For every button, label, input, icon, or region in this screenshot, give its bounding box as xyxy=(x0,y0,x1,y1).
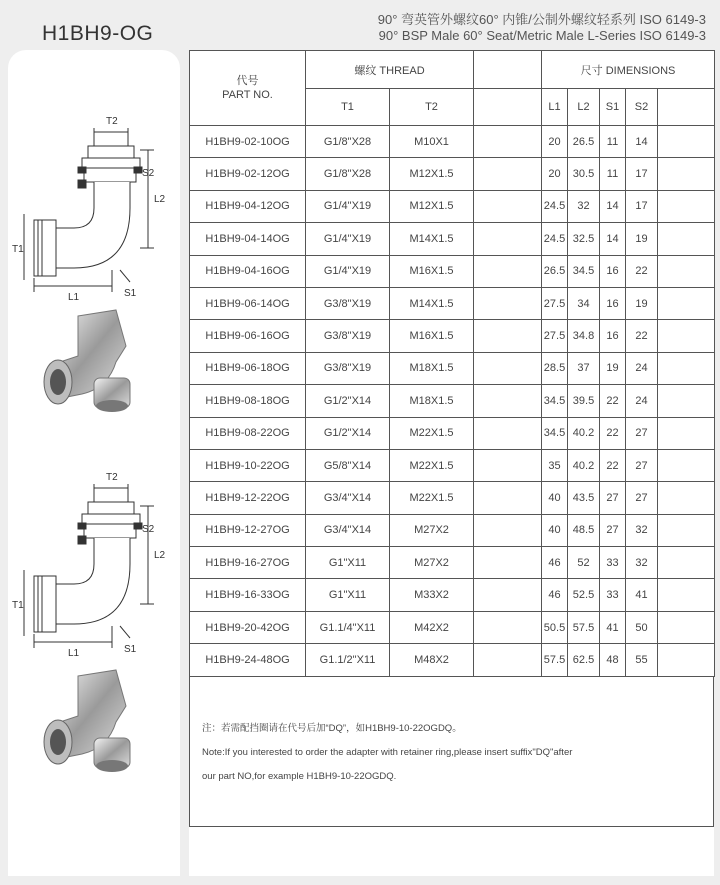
header-part-no-en: PART NO. xyxy=(222,89,273,101)
header-description xyxy=(378,12,706,44)
cell-t2: M18X1.5 xyxy=(390,385,474,417)
cell-blank xyxy=(658,223,715,255)
cell-s1: 22 xyxy=(600,385,626,417)
cell-t2: M27X2 xyxy=(390,514,474,546)
cell-t1: G3/8"X19 xyxy=(306,352,390,384)
cell-s2: 27 xyxy=(626,417,658,449)
cell-s2: 17 xyxy=(626,190,658,222)
cell-blank xyxy=(474,126,542,158)
cell-t1: G1/4"X19 xyxy=(306,255,390,287)
cell-t1: G1.1/2"X11 xyxy=(306,644,390,676)
cell-s2: 32 xyxy=(626,547,658,579)
cell-s1: 41 xyxy=(600,611,626,643)
table-row xyxy=(190,385,715,417)
cell-l2: 43.5 xyxy=(568,482,600,514)
cell-s2: 27 xyxy=(626,449,658,481)
table-row xyxy=(190,547,715,579)
cell-blank xyxy=(474,223,542,255)
technical-drawing-2 xyxy=(8,466,180,659)
cell-l1: 28.5 xyxy=(542,352,568,384)
cell-part-no: H1BH9-02-10OG xyxy=(190,126,306,158)
cell-s2: 14 xyxy=(626,126,658,158)
cell-blank xyxy=(658,579,715,611)
cell-blank xyxy=(658,644,715,676)
cell-l2: 39.5 xyxy=(568,385,600,417)
table-row xyxy=(190,223,715,255)
cell-part-no: H1BH9-12-27OG xyxy=(190,514,306,546)
dim-label-s1: S1 xyxy=(124,288,137,299)
cell-l2: 34 xyxy=(568,287,600,319)
cell-part-no: H1BH9-16-27OG xyxy=(190,547,306,579)
cell-t2: M14X1.5 xyxy=(390,287,474,319)
dim-label-s2: S2 xyxy=(142,168,155,179)
table-row xyxy=(190,482,715,514)
cell-blank xyxy=(658,287,715,319)
cell-l2: 52.5 xyxy=(568,579,600,611)
cell-l2: 52 xyxy=(568,547,600,579)
cell-l2: 32 xyxy=(568,190,600,222)
cell-l1: 50.5 xyxy=(542,611,568,643)
cell-t1: G1/2"X14 xyxy=(306,385,390,417)
cell-t1: G1/4"X19 xyxy=(306,223,390,255)
header-t1: T1 xyxy=(306,89,390,126)
cell-s1: 22 xyxy=(600,417,626,449)
table-row xyxy=(190,417,715,449)
cell-s1: 11 xyxy=(600,126,626,158)
header-s1: S1 xyxy=(600,89,626,126)
cell-s2: 24 xyxy=(626,385,658,417)
cell-s1: 16 xyxy=(600,287,626,319)
header-thread: 螺纹 THREAD xyxy=(306,51,474,89)
dim-label-l1: L1 xyxy=(68,648,80,659)
cell-blank xyxy=(658,385,715,417)
table-row xyxy=(190,287,715,319)
cell-s2: 19 xyxy=(626,223,658,255)
cell-l1: 20 xyxy=(542,126,568,158)
cell-blank xyxy=(474,611,542,643)
cell-t1: G3/4"X14 xyxy=(306,482,390,514)
cell-part-no: H1BH9-20-42OG xyxy=(190,611,306,643)
cell-l1: 27.5 xyxy=(542,287,568,319)
note-en-line-1: Note:If you interested to order the adapter with retainer ring,please insert suffix"DQ"after xyxy=(202,746,573,758)
cell-blank xyxy=(474,287,542,319)
cell-blank xyxy=(658,547,715,579)
cell-s1: 16 xyxy=(600,320,626,352)
header-blank xyxy=(658,89,715,126)
table-row xyxy=(190,158,715,190)
header-part-no xyxy=(190,51,306,126)
cell-part-no: H1BH9-16-33OG xyxy=(190,579,306,611)
cell-blank xyxy=(474,417,542,449)
cell-t2: M42X2 xyxy=(390,611,474,643)
cell-t1: G1"X11 xyxy=(306,579,390,611)
cell-l1: 34.5 xyxy=(542,417,568,449)
cell-blank xyxy=(658,190,715,222)
cell-s1: 14 xyxy=(600,223,626,255)
cell-s1: 27 xyxy=(600,514,626,546)
cell-part-no: H1BH9-24-48OG xyxy=(190,644,306,676)
cell-s2: 50 xyxy=(626,611,658,643)
cell-t1: G3/8"X19 xyxy=(306,320,390,352)
cell-s2: 41 xyxy=(626,579,658,611)
cell-t1: G1/2"X14 xyxy=(306,417,390,449)
dim-label-t2: T2 xyxy=(106,116,118,127)
cell-l1: 35 xyxy=(542,449,568,481)
cell-t1: G1.1/4"X11 xyxy=(306,611,390,643)
table-row xyxy=(190,611,715,643)
cell-part-no: H1BH9-06-16OG xyxy=(190,320,306,352)
cell-t1: G3/4"X14 xyxy=(306,514,390,546)
cell-s2: 32 xyxy=(626,514,658,546)
cell-l2: 32.5 xyxy=(568,223,600,255)
cell-t1: G1/8"X28 xyxy=(306,158,390,190)
cell-l1: 27.5 xyxy=(542,320,568,352)
cell-t1: G3/8"X19 xyxy=(306,287,390,319)
cell-l1: 20 xyxy=(542,158,568,190)
table-row xyxy=(190,579,715,611)
cell-blank xyxy=(474,320,542,352)
cell-t2: M16X1.5 xyxy=(390,320,474,352)
note-en-line-2: our part NO,for example H1BH9-10-22OGDQ. xyxy=(202,770,397,782)
cell-s2: 19 xyxy=(626,287,658,319)
cell-l1: 34.5 xyxy=(542,385,568,417)
dim-label-l2: L2 xyxy=(154,194,166,205)
header-description-en: 90° BSP Male 60° Seat/Metric Male L-Series ISO 6149-3 xyxy=(378,28,706,43)
cell-blank xyxy=(474,352,542,384)
cell-t1: G1/8"X28 xyxy=(306,126,390,158)
cell-blank xyxy=(658,158,715,190)
cell-t2: M33X2 xyxy=(390,579,474,611)
page-title: H1BH9-OG xyxy=(42,22,154,45)
dim-label-t1: T1 xyxy=(12,244,24,255)
cell-l2: 34.8 xyxy=(568,320,600,352)
cell-l1: 24.5 xyxy=(542,223,568,255)
order-note xyxy=(189,677,714,827)
spec-table xyxy=(189,50,715,677)
cell-blank xyxy=(658,417,715,449)
cell-t2: M48X2 xyxy=(390,644,474,676)
cell-t2: M10X1 xyxy=(390,126,474,158)
cell-part-no: H1BH9-02-12OG xyxy=(190,158,306,190)
cell-l2: 48.5 xyxy=(568,514,600,546)
cell-l2: 40.2 xyxy=(568,449,600,481)
cell-l2: 57.5 xyxy=(568,611,600,643)
cell-l1: 57.5 xyxy=(542,644,568,676)
cell-l2: 40.2 xyxy=(568,417,600,449)
dim-label-l2: L2 xyxy=(154,550,166,561)
cell-t1: G5/8"X14 xyxy=(306,449,390,481)
cell-s1: 11 xyxy=(600,158,626,190)
table-row xyxy=(190,190,715,222)
cell-s2: 22 xyxy=(626,320,658,352)
cell-s2: 22 xyxy=(626,255,658,287)
cell-blank xyxy=(474,385,542,417)
technical-drawing-1 xyxy=(8,110,180,303)
cell-s1: 48 xyxy=(600,644,626,676)
cell-t2: M16X1.5 xyxy=(390,255,474,287)
table-row xyxy=(190,352,715,384)
cell-l1: 46 xyxy=(542,579,568,611)
cell-blank xyxy=(658,320,715,352)
header-description-cn: 90° 弯英管外螺纹60° 内锥/公制外螺纹轻系列 ISO 6149-3 xyxy=(377,12,706,27)
cell-part-no: H1BH9-08-22OG xyxy=(190,417,306,449)
cell-blank xyxy=(474,158,542,190)
cell-t2: M22X1.5 xyxy=(390,417,474,449)
cell-blank xyxy=(658,482,715,514)
cell-l2: 37 xyxy=(568,352,600,384)
cell-blank xyxy=(658,352,715,384)
cell-t2: M12X1.5 xyxy=(390,158,474,190)
dim-label-s1: S1 xyxy=(124,644,137,655)
cell-blank xyxy=(658,449,715,481)
table-row xyxy=(190,320,715,352)
cell-s2: 55 xyxy=(626,644,658,676)
cell-s1: 33 xyxy=(600,579,626,611)
cell-blank xyxy=(658,611,715,643)
spec-panel xyxy=(189,50,714,876)
cell-l1: 40 xyxy=(542,482,568,514)
cell-t2: M18X1.5 xyxy=(390,352,474,384)
header-t2: T2 xyxy=(390,89,474,126)
cell-s1: 16 xyxy=(600,255,626,287)
cell-l1: 24.5 xyxy=(542,190,568,222)
cell-t2: M22X1.5 xyxy=(390,482,474,514)
note-cn: 注：若需配挡圈请在代号后加“DQ”，如H1BH9-10-22OGDQ。 xyxy=(202,722,462,734)
cell-blank xyxy=(474,255,542,287)
cell-t2: M12X1.5 xyxy=(390,190,474,222)
header-blank xyxy=(474,51,542,89)
cell-s2: 24 xyxy=(626,352,658,384)
cell-blank xyxy=(658,255,715,287)
product-photo-1 xyxy=(8,302,180,422)
cell-t2: M27X2 xyxy=(390,547,474,579)
cell-l2: 30.5 xyxy=(568,158,600,190)
header-l2: L2 xyxy=(568,89,600,126)
cell-s1: 22 xyxy=(600,449,626,481)
cell-s1: 14 xyxy=(600,190,626,222)
dim-label-s2: S2 xyxy=(142,524,155,535)
cell-part-no: H1BH9-08-18OG xyxy=(190,385,306,417)
dim-label-t2: T2 xyxy=(106,472,118,483)
cell-blank xyxy=(474,547,542,579)
cell-t2: M22X1.5 xyxy=(390,449,474,481)
cell-part-no: H1BH9-04-16OG xyxy=(190,255,306,287)
cell-blank xyxy=(474,449,542,481)
cell-s2: 27 xyxy=(626,482,658,514)
cell-t1: G1/4"X19 xyxy=(306,190,390,222)
header-dimensions: 尺寸 DIMENSIONS xyxy=(542,51,715,89)
cell-s1: 19 xyxy=(600,352,626,384)
cell-l1: 26.5 xyxy=(542,255,568,287)
table-row xyxy=(190,514,715,546)
table-row xyxy=(190,126,715,158)
table-row xyxy=(190,449,715,481)
cell-blank xyxy=(474,190,542,222)
cell-blank xyxy=(658,126,715,158)
cell-part-no: H1BH9-12-22OG xyxy=(190,482,306,514)
illustration-panel xyxy=(8,50,180,876)
cell-s1: 27 xyxy=(600,482,626,514)
cell-blank xyxy=(474,514,542,546)
table-row xyxy=(190,644,715,676)
cell-part-no: H1BH9-04-12OG xyxy=(190,190,306,222)
cell-part-no: H1BH9-06-18OG xyxy=(190,352,306,384)
cell-l2: 26.5 xyxy=(568,126,600,158)
header-blank xyxy=(474,89,542,126)
cell-t1: G1"X11 xyxy=(306,547,390,579)
header-s2: S2 xyxy=(626,89,658,126)
dim-label-t1: T1 xyxy=(12,600,24,611)
header-part-no-cn: 代号 xyxy=(236,75,259,87)
cell-part-no: H1BH9-06-14OG xyxy=(190,287,306,319)
dim-label-l1: L1 xyxy=(68,292,80,303)
cell-blank xyxy=(474,482,542,514)
header-l1: L1 xyxy=(542,89,568,126)
table-row xyxy=(190,255,715,287)
cell-blank xyxy=(474,644,542,676)
cell-blank xyxy=(474,579,542,611)
cell-part-no: H1BH9-10-22OG xyxy=(190,449,306,481)
product-photo-2 xyxy=(8,662,180,782)
cell-l1: 40 xyxy=(542,514,568,546)
cell-l1: 46 xyxy=(542,547,568,579)
cell-s2: 17 xyxy=(626,158,658,190)
cell-l2: 62.5 xyxy=(568,644,600,676)
cell-s1: 33 xyxy=(600,547,626,579)
cell-l2: 34.5 xyxy=(568,255,600,287)
cell-t2: M14X1.5 xyxy=(390,223,474,255)
cell-part-no: H1BH9-04-14OG xyxy=(190,223,306,255)
cell-blank xyxy=(658,514,715,546)
